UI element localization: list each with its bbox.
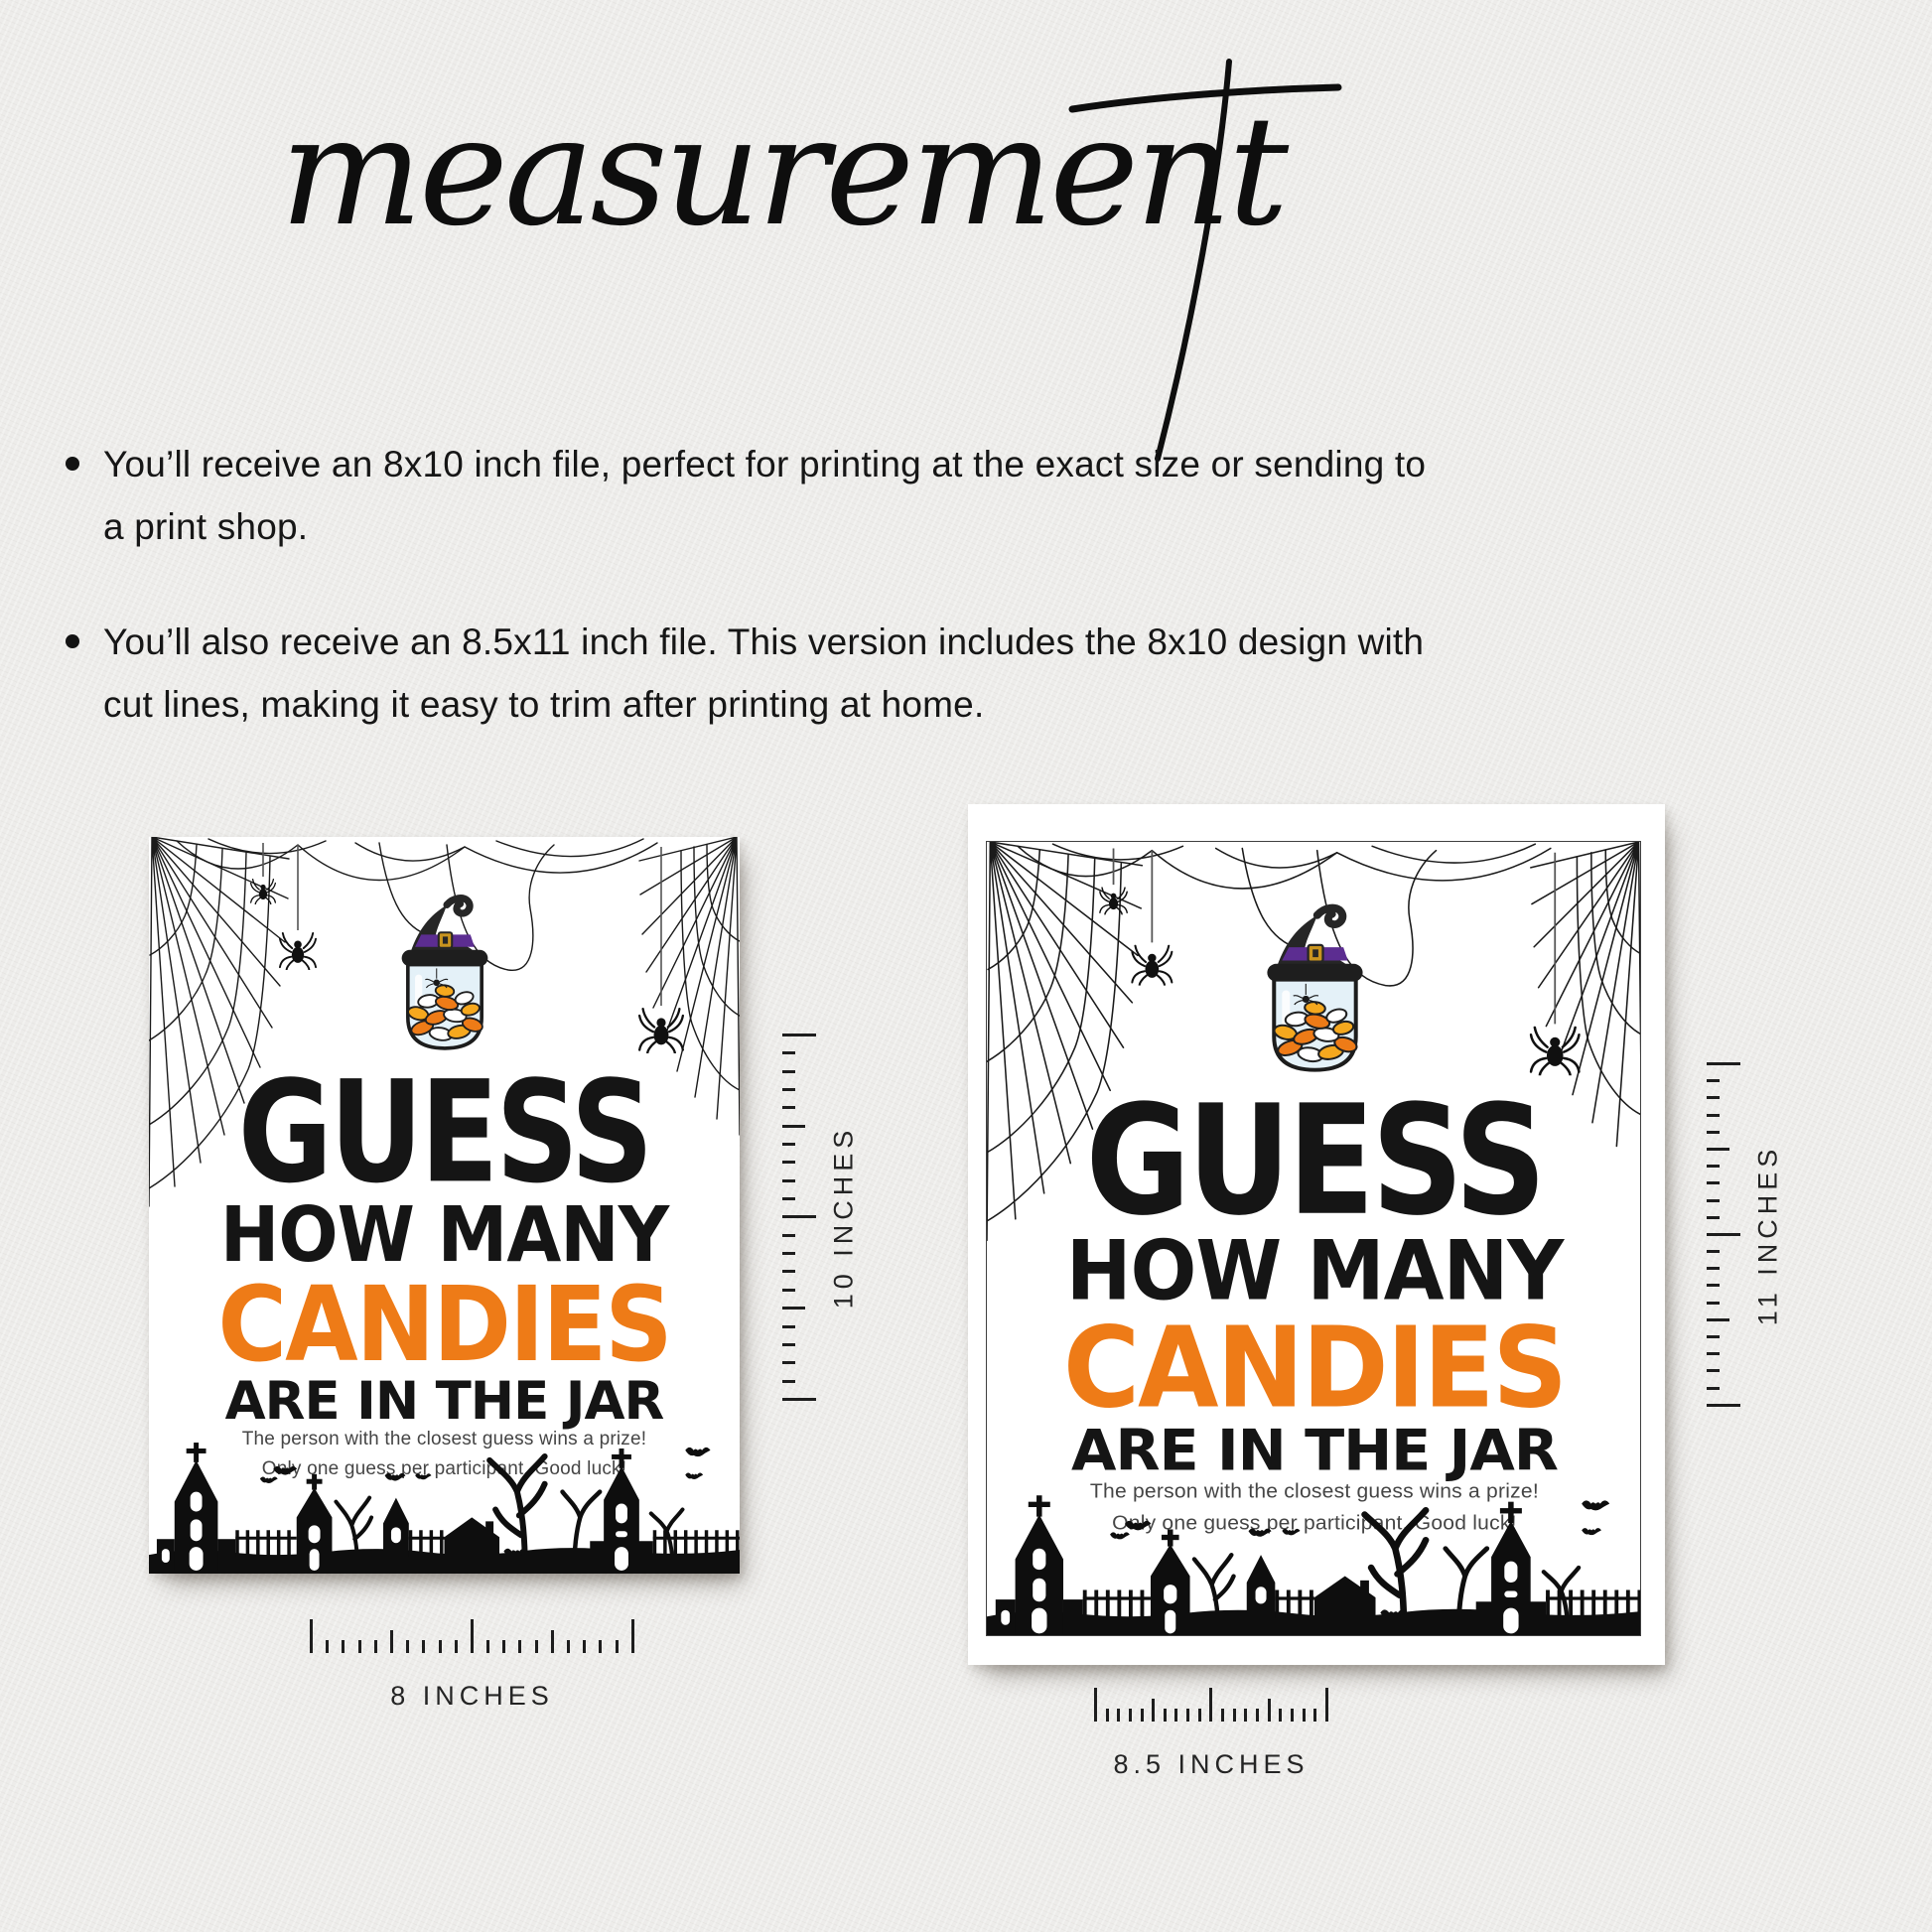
ruler-tick [782, 1234, 795, 1237]
ruler-tick [455, 1640, 458, 1653]
ruler-tick [1707, 1079, 1720, 1082]
ruler-tick [583, 1640, 586, 1653]
ruler-ticks [1094, 1688, 1328, 1722]
poster-heading-how-many: HOW MANY [1065, 1222, 1564, 1319]
ruler-tick [1106, 1709, 1109, 1722]
ruler-ticks [1707, 1062, 1740, 1407]
candy-jar-illustration [383, 893, 506, 1051]
ruler-tick [1244, 1709, 1247, 1722]
ruler-tick [1707, 1284, 1720, 1287]
ruler-tick [406, 1640, 409, 1653]
ruler-label: 8 INCHES [390, 1681, 554, 1711]
ruler-tick [782, 1070, 795, 1073]
ruler-tick [422, 1640, 425, 1653]
poster-design [149, 837, 740, 1574]
spider-icon [279, 932, 317, 970]
spider-icon [1530, 1027, 1581, 1076]
ruler-tick [1279, 1709, 1282, 1722]
ruler-tick [782, 1380, 795, 1383]
ruler-tick [1256, 1709, 1259, 1722]
ruler-tick [535, 1640, 538, 1653]
bullet-text-line: a print shop. [103, 506, 309, 547]
ruler-tick [782, 1361, 795, 1364]
ruler-tick [1233, 1709, 1236, 1722]
graveyard-silhouette [987, 1493, 1641, 1636]
ruler-tick [518, 1640, 521, 1653]
ruler-tick [1707, 1096, 1720, 1099]
ruler-tick [1117, 1709, 1120, 1722]
ruler-tick [782, 1143, 795, 1146]
ruler-tick [1707, 1114, 1720, 1117]
poster-heading-guess: GUESS [1085, 1072, 1544, 1250]
ruler-tick [1707, 1318, 1729, 1321]
bullet-icon [66, 457, 79, 471]
ruler-tick [1707, 1062, 1740, 1065]
ruler-tick [1141, 1709, 1144, 1722]
ruler-tick [782, 1343, 795, 1346]
ruler-tick [1303, 1709, 1306, 1722]
ruler-tick [782, 1125, 805, 1128]
ruler-tick [1186, 1709, 1189, 1722]
ruler-tick [599, 1640, 602, 1653]
ruler-tick [439, 1640, 442, 1653]
ruler-tick [1291, 1709, 1294, 1722]
ruler-ticks [782, 1034, 816, 1401]
poster-subtitle-line: Only one guess per participant. Good luck! [1112, 1512, 1517, 1536]
ruler-tick [390, 1630, 393, 1653]
ruler-tick [1707, 1352, 1720, 1355]
ruler-tick [374, 1640, 377, 1653]
ruler-tick [1174, 1709, 1177, 1722]
candy-jar-illustration [1246, 901, 1383, 1073]
spider-icon [1099, 887, 1128, 914]
ruler-tick [1094, 1688, 1097, 1722]
ruler-tick [486, 1640, 489, 1653]
ruler-tick [782, 1325, 795, 1328]
ruler-tick [782, 1270, 795, 1273]
spider-icon [638, 1008, 684, 1053]
ruler-tick [782, 1051, 795, 1054]
ruler-tick [358, 1640, 361, 1653]
list-item [103, 611, 1612, 736]
poster-preview-8-5x11 [968, 804, 1665, 1665]
page-title: measurement [279, 83, 1286, 259]
ruler-tick [1707, 1199, 1720, 1202]
ruler-tick [1707, 1404, 1740, 1407]
ruler-tick [1707, 1387, 1720, 1390]
ruler-tick [1152, 1699, 1155, 1722]
ruler-tick [1707, 1335, 1720, 1338]
ruler-tick [1707, 1302, 1720, 1305]
ruler-tick [1707, 1181, 1720, 1184]
ruler-tick [1268, 1699, 1271, 1722]
graveyard-silhouette [149, 1441, 740, 1574]
ruler-tick [782, 1161, 795, 1164]
cut-line-border [986, 841, 1641, 1636]
ruler-tick [1198, 1709, 1201, 1722]
poster-preview-8x10 [149, 837, 740, 1574]
poster-subtitle-line: Only one guess per participant. Good luck! [261, 1458, 627, 1479]
ruler-tick [1707, 1131, 1720, 1134]
ruler-tick [326, 1640, 329, 1653]
ruler-tick [471, 1619, 474, 1653]
width-ruler-8-5in [1094, 1688, 1328, 1780]
spider-icon [250, 879, 276, 904]
ruler-tick [502, 1640, 505, 1653]
poster-heading-how-many: HOW MANY [219, 1189, 669, 1280]
ruler-label: 10 INCHES [828, 1125, 859, 1310]
poster-heading-candies: CANDIES [217, 1265, 671, 1386]
ruler-tick [342, 1640, 345, 1653]
poster-heading-guess: GUESS [237, 1050, 651, 1215]
ruler-tick [1221, 1709, 1224, 1722]
ruler-tick [1707, 1165, 1720, 1168]
ruler-tick [567, 1640, 570, 1653]
poster-subtitle-line: The person with the closest guess wins a prize! [241, 1429, 647, 1449]
ruler-tick [1209, 1688, 1212, 1722]
ruler-label: 11 INCHES [1752, 1144, 1783, 1325]
bullet-icon [66, 634, 79, 648]
poster-heading-are-in-the-jar: ARE IN THE JAR [224, 1371, 664, 1432]
height-ruler-10in [782, 1034, 892, 1401]
poster-heading-candies: CANDIES [1062, 1304, 1566, 1434]
height-ruler-11in [1707, 1062, 1816, 1407]
ruler-tick [1707, 1267, 1720, 1270]
bullet-text-line: You’ll also receive an 8.5x11 inch file. This version includes the 8x10 design with [103, 621, 1425, 662]
poster-heading-are-in-the-jar: ARE IN THE JAR [1070, 1418, 1558, 1484]
ruler-tick [782, 1398, 816, 1401]
ruler-tick [310, 1619, 313, 1653]
ruler-tick [782, 1197, 795, 1200]
ruler-tick [1164, 1709, 1167, 1722]
feature-list [103, 433, 1612, 736]
ruler-tick [782, 1106, 795, 1109]
ruler-tick [1707, 1148, 1729, 1151]
bullet-text-line: cut lines, making it easy to trim after printing at home. [103, 684, 985, 725]
ruler-label: 8.5 INCHES [1113, 1749, 1310, 1779]
ruler-tick [551, 1630, 554, 1653]
ruler-tick [1129, 1709, 1132, 1722]
ruler-tick [782, 1215, 816, 1218]
ruler-tick [782, 1088, 795, 1091]
ruler-tick [1707, 1216, 1720, 1219]
spider-icon [1131, 945, 1173, 986]
poster-design [987, 842, 1641, 1636]
ruler-tick [782, 1307, 805, 1310]
ruler-tick [782, 1252, 795, 1255]
ruler-tick [1707, 1369, 1720, 1372]
ruler-tick [1325, 1688, 1328, 1722]
list-item [103, 433, 1612, 558]
ruler-tick [782, 1034, 816, 1036]
ruler-tick [616, 1640, 619, 1653]
ruler-ticks [310, 1619, 634, 1653]
ruler-tick [1313, 1709, 1316, 1722]
ruler-tick [1707, 1250, 1720, 1253]
ruler-tick [782, 1289, 795, 1292]
ruler-tick [1707, 1233, 1740, 1236]
poster-subtitle-line: The person with the closest guess wins a prize! [1089, 1480, 1539, 1503]
width-ruler-8in [310, 1619, 634, 1712]
ruler-tick [631, 1619, 634, 1653]
ruler-tick [782, 1179, 795, 1182]
bullet-text-line: You’ll receive an 8x10 inch file, perfect for printing at the exact size or sending to [103, 444, 1427, 484]
